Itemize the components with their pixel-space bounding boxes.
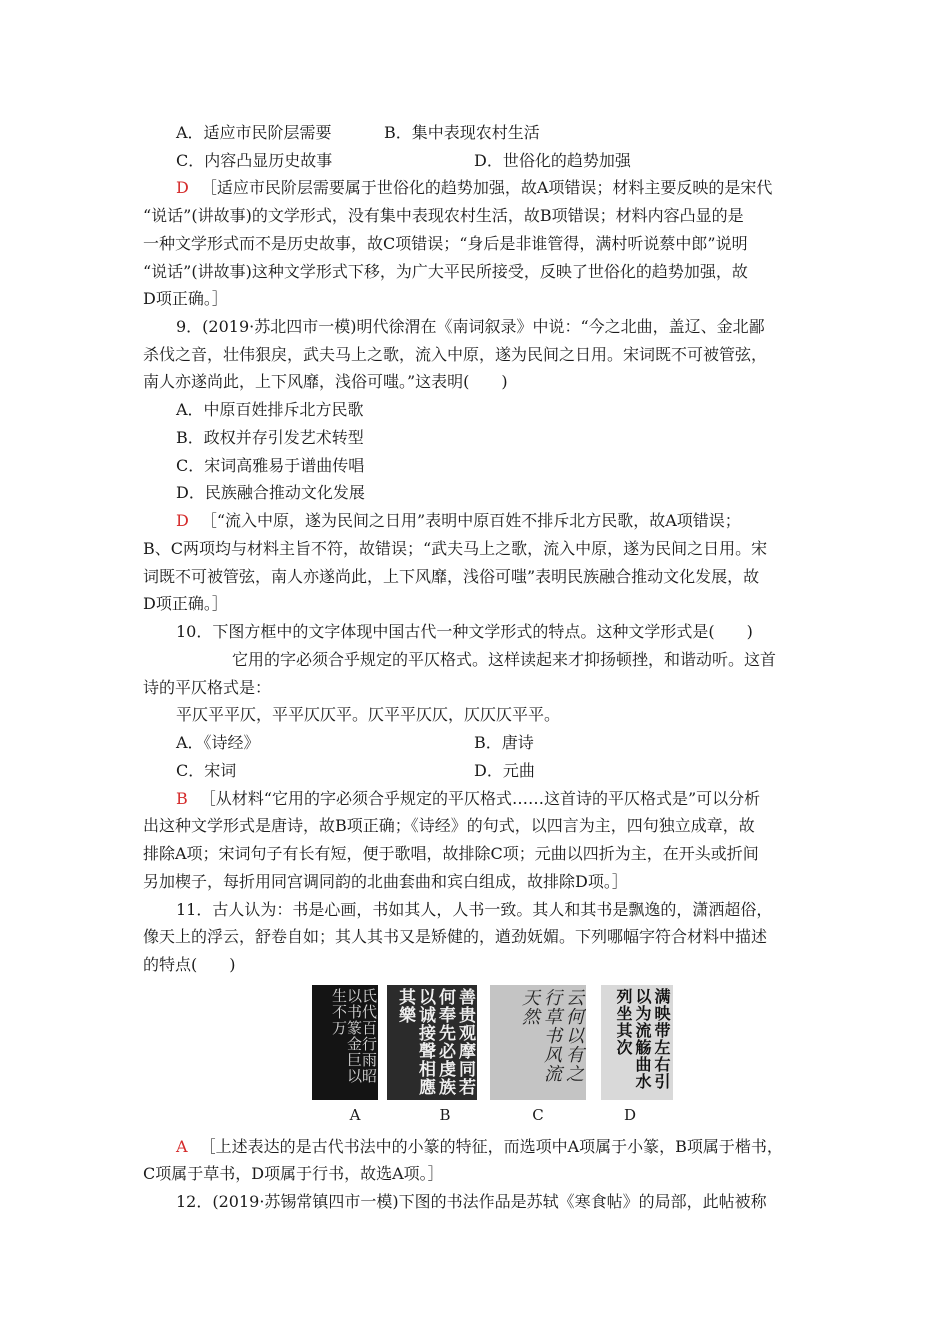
q11-answer-text: C项属于草书，D项属于行书，故选A项。］ — [143, 1164, 444, 1183]
q9-option-c: C．宋词高雅易于谱曲传唱 — [176, 456, 365, 475]
q10-answer-line: B ［从材料“它用的字必须合乎规定的平仄格式……这首诗的平仄格式是”可以分析 — [176, 789, 761, 808]
q11-stem: 像天上的浮云，舒卷自如；其人其书又是矫健的，遒劲妩媚。下列哪幅字符合材料中描述 — [143, 927, 768, 946]
calligraphy-figure — [312, 985, 672, 1100]
caption-b: B — [439, 1106, 451, 1124]
q9-answer-text: B、C两项均与材料主旨不符，故错误；“武夫马上之歌，流入中原，遂为民间之日用。宋 — [143, 539, 768, 558]
q8-answer-text: “说话”(讲故事)的文学形式，没有集中表现农村生活，故B项错误；材料内容凸显的是 — [143, 206, 744, 225]
q10-option-a: A．《诗经》 — [176, 733, 260, 752]
q8-answer-text: 一种文学形式而不是历史故事，故C项错误；“身后是非谁管得，满村听说蔡中郎”说明 — [143, 234, 748, 253]
q9-option-d: D．民族融合推动文化发展 — [176, 483, 365, 502]
q9-answer-letter: D — [176, 511, 189, 530]
q10-box-text: 诗的平仄格式是： — [143, 678, 272, 697]
caption-c: C — [532, 1106, 544, 1124]
q8-option-c: C．内容凸显历史故事 — [176, 151, 333, 170]
q9-option-a: A．中原百姓排斥北方民歌 — [176, 400, 364, 419]
q10-answer-letter: B — [176, 789, 188, 808]
q10-box-text: 它用的字必须合乎规定的平仄格式。这样读起来才抑扬顿挫，和谐动听。这首 — [232, 650, 777, 669]
q8-answer-letter: D — [176, 178, 189, 197]
calligraphy-image-d: 满映带左右引以为流觞曲水列坐其次 — [601, 985, 673, 1100]
caption-d: D — [623, 1106, 637, 1124]
q8-answer-text: D项正确。］ — [143, 289, 228, 308]
q8-answer-line: D ［适应市民阶层需要属于世俗化的趋势加强，故A项错误；材料主要反映的是宋代 — [176, 178, 773, 197]
q10-option-d: D．元曲 — [474, 761, 535, 780]
q10-stem: 10．下图方框中的文字体现中国古代一种文学形式的特点。这种文学形式是( ) — [176, 622, 753, 641]
q9-option-b: B．政权并存引发艺术转型 — [176, 428, 364, 447]
calligraphy-image-b: 善贵观摩同若何奉先必虔族以诚接聲相應其樂 — [387, 985, 477, 1100]
q10-option-b: B．唐诗 — [474, 733, 534, 752]
caption-a: A — [349, 1106, 361, 1124]
q9-answer-line: D ［“流入中原，遂为民间之日用”表明中原百姓不排斥北方民歌，故A项错误； — [176, 511, 741, 530]
q9-stem: 南人亦遂尚此，上下风靡，浅俗可嗤。”这表明( ) — [143, 372, 508, 391]
q8-option-b: B．集中表现农村生活 — [384, 123, 540, 142]
q9-answer-text: 词既不可被管弦，南人亦遂尚此，上下风靡，浅俗可嗤”表明民族融合推动文化发展，故 — [143, 567, 760, 586]
calligraphy-image-a: 氏代百行雨昭以书篆金巨以生不万 — [312, 985, 378, 1100]
q10-answer-text: 出这种文学形式是唐诗，故B项正确；《诗经》的句式，以四言为主，四句独立成章，故 — [143, 816, 755, 835]
calligraphy-image-c: 云何以有之行草书风流天然 — [490, 985, 586, 1100]
q11-stem: 的特点( ) — [143, 955, 236, 974]
q10-answer-text: 排除A项；宋词句子有长有短，便于歌唱，故排除C项；元曲以四折为主，在开头或折间 — [143, 844, 759, 863]
q8-answer-text: “说话”(讲故事)这种文学形式下移，为广大平民所接受，反映了世俗化的趋势加强，故 — [143, 262, 748, 281]
q12-stem: 12．(2019·苏锡常镇四市一模)下图的书法作品是苏轼《寒食帖》的局部，此帖被称 — [176, 1192, 767, 1211]
q9-stem: 9．(2019·苏北四市一模)明代徐渭在《南词叙录》中说：“今之北曲，盖辽、金北鄙 — [176, 317, 765, 336]
q8-option-d: D．世俗化的趋势加强 — [474, 151, 631, 170]
q11-answer-line: A ［上述表达的是古代书法中的小篆的特征，而选项中A项属于小篆，B项属于楷书， — [176, 1137, 783, 1156]
q10-option-c: C．宋词 — [176, 761, 237, 780]
q8-option-a: A．适应市民阶层需要 — [176, 123, 332, 142]
q10-answer-text: 另加楔子，每折用同宫调同韵的北曲套曲和宾白组成，故排除D项。］ — [143, 872, 628, 891]
q11-answer-letter: A — [176, 1137, 188, 1156]
q11-stem: 11．古人认为：书是心画，书如其人，人书一致。其人和其书是飘逸的，潇洒超俗， — [176, 900, 773, 919]
q9-stem: 杀伐之音，壮伟狠戾，武夫马上之歌，流入中原，遂为民间之日用。宋词既不可被管弦， — [143, 345, 768, 364]
q9-answer-text: D项正确。］ — [143, 594, 228, 613]
q10-box-text: 平仄平平仄，平平仄仄平。仄平平仄仄，仄仄仄平平。 — [176, 705, 561, 724]
